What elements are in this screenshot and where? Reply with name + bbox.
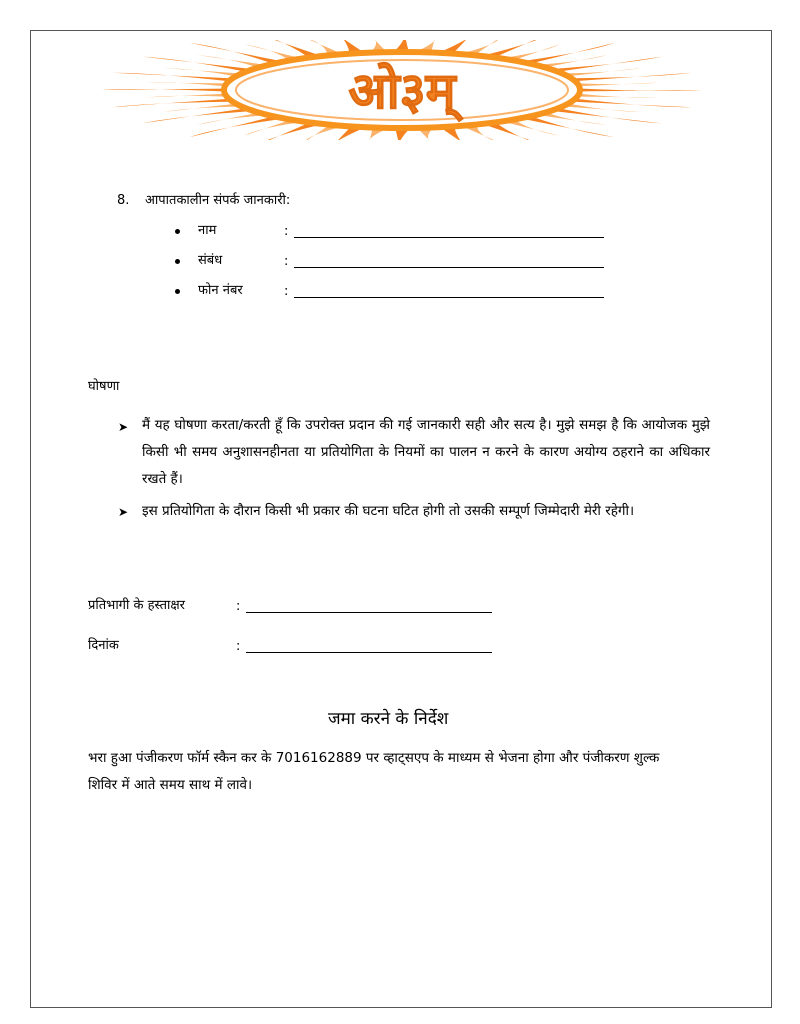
sun-ray-icon <box>112 99 230 107</box>
field-label-name: नाम <box>198 223 217 238</box>
sun-ray-icon <box>566 104 641 112</box>
submission-heading: जमा करने के निर्देश <box>328 709 449 729</box>
arrow-bullet-icon: ➤ <box>118 420 129 434</box>
sun-ray-icon <box>465 40 501 54</box>
sun-ray-icon <box>442 40 479 52</box>
sun-ray-icon <box>525 43 614 63</box>
sun-ray-icon <box>582 89 702 92</box>
sun-ray-icon <box>525 117 614 137</box>
phone-line[interactable] <box>294 297 604 298</box>
sun-ray-icon <box>396 40 409 50</box>
signature-label: प्रतिभागी के हस्ताक्षर <box>88 598 185 613</box>
sun-ray-icon <box>486 124 552 140</box>
field-sep: : <box>284 284 289 299</box>
declaration-item-2: इस प्रतियोगिता के दौरान किसी भी प्रकार की घटना घटित होगी तो उसकी सम्पूर्ण जिम्मेदारी मेरी रहेगी। <box>142 503 635 519</box>
om-sun-logo <box>92 40 712 140</box>
sun-ray-icon <box>163 104 238 112</box>
submission-text: भरा हुआ पंजीकरण फॉर्म स्कैन कर के 7016162889 पर व्हाट्सएप के माध्यम से भेजना होगा और पंजीकरण शुल्क शिविर में आते समय साथ में लावे। <box>88 750 660 793</box>
arrow-bullet-icon: ➤ <box>118 505 129 519</box>
date-sep: : <box>236 639 241 654</box>
date-line[interactable] <box>246 652 492 653</box>
field-sep: : <box>284 254 289 269</box>
sun-ray-icon <box>145 94 224 98</box>
sun-ray-icon <box>145 82 224 86</box>
signature-sep: : <box>236 599 241 614</box>
bullet-icon <box>175 259 180 264</box>
sun-ray-icon <box>566 68 641 76</box>
relation-line[interactable] <box>294 267 604 268</box>
field-label-relation: संबंध <box>198 253 223 268</box>
sun-ray-icon <box>252 40 318 56</box>
sun-ray-icon <box>555 57 662 72</box>
sun-ray-icon <box>252 124 318 140</box>
sun-ray-icon <box>419 129 436 140</box>
sun-ray-icon <box>486 40 552 56</box>
name-line[interactable] <box>294 237 604 238</box>
field-label-phone: फोन नंबर <box>198 283 243 298</box>
sun-ray-icon <box>142 57 249 72</box>
emergency-number: 8. <box>117 193 130 208</box>
sun-ray-icon <box>303 126 339 140</box>
sun-ray-icon <box>324 128 361 140</box>
sun-ray-icon <box>142 109 249 124</box>
sun-ray-icon <box>112 73 230 81</box>
sun-ray-icon <box>574 73 692 81</box>
sun-ray-icon <box>396 130 409 140</box>
date-label: दिनांक <box>88 638 119 653</box>
signature-line[interactable] <box>246 612 492 613</box>
sun-ray-icon <box>574 99 692 107</box>
sun-ray-icon <box>580 94 659 98</box>
bullet-icon <box>175 289 180 294</box>
sun-ray-icon <box>555 109 662 124</box>
sun-ray-icon <box>419 40 436 51</box>
sun-ray-icon <box>580 82 659 86</box>
bullet-icon <box>175 229 180 234</box>
sun-ray-icon <box>368 40 385 51</box>
sun-ray-icon <box>102 89 222 92</box>
emergency-title: आपातकालीन संपर्क जानकारी: <box>145 193 291 208</box>
declaration-title: घोषणा <box>88 379 120 394</box>
sun-ray-icon <box>367 129 384 140</box>
sun-ray-icon <box>190 43 279 63</box>
field-sep: : <box>284 224 289 239</box>
logo-text: ओ३म् <box>348 62 456 120</box>
sun-ray-icon <box>163 68 238 76</box>
sun-ray-icon <box>190 117 279 137</box>
declaration-item-1: मैं यह घोषणा करता/करती हूँ कि उपरोक्त प्रदान की गई जानकारी सही और सत्य है। मुझे समझ है कि आयोजक मुझे किसी भी समय अनुशासनहीनता या प्रतियोगिता के नियमों का पालन न करने के कारण अयोग्य ठहराने का अधिकार रखते हैं। <box>142 417 710 487</box>
